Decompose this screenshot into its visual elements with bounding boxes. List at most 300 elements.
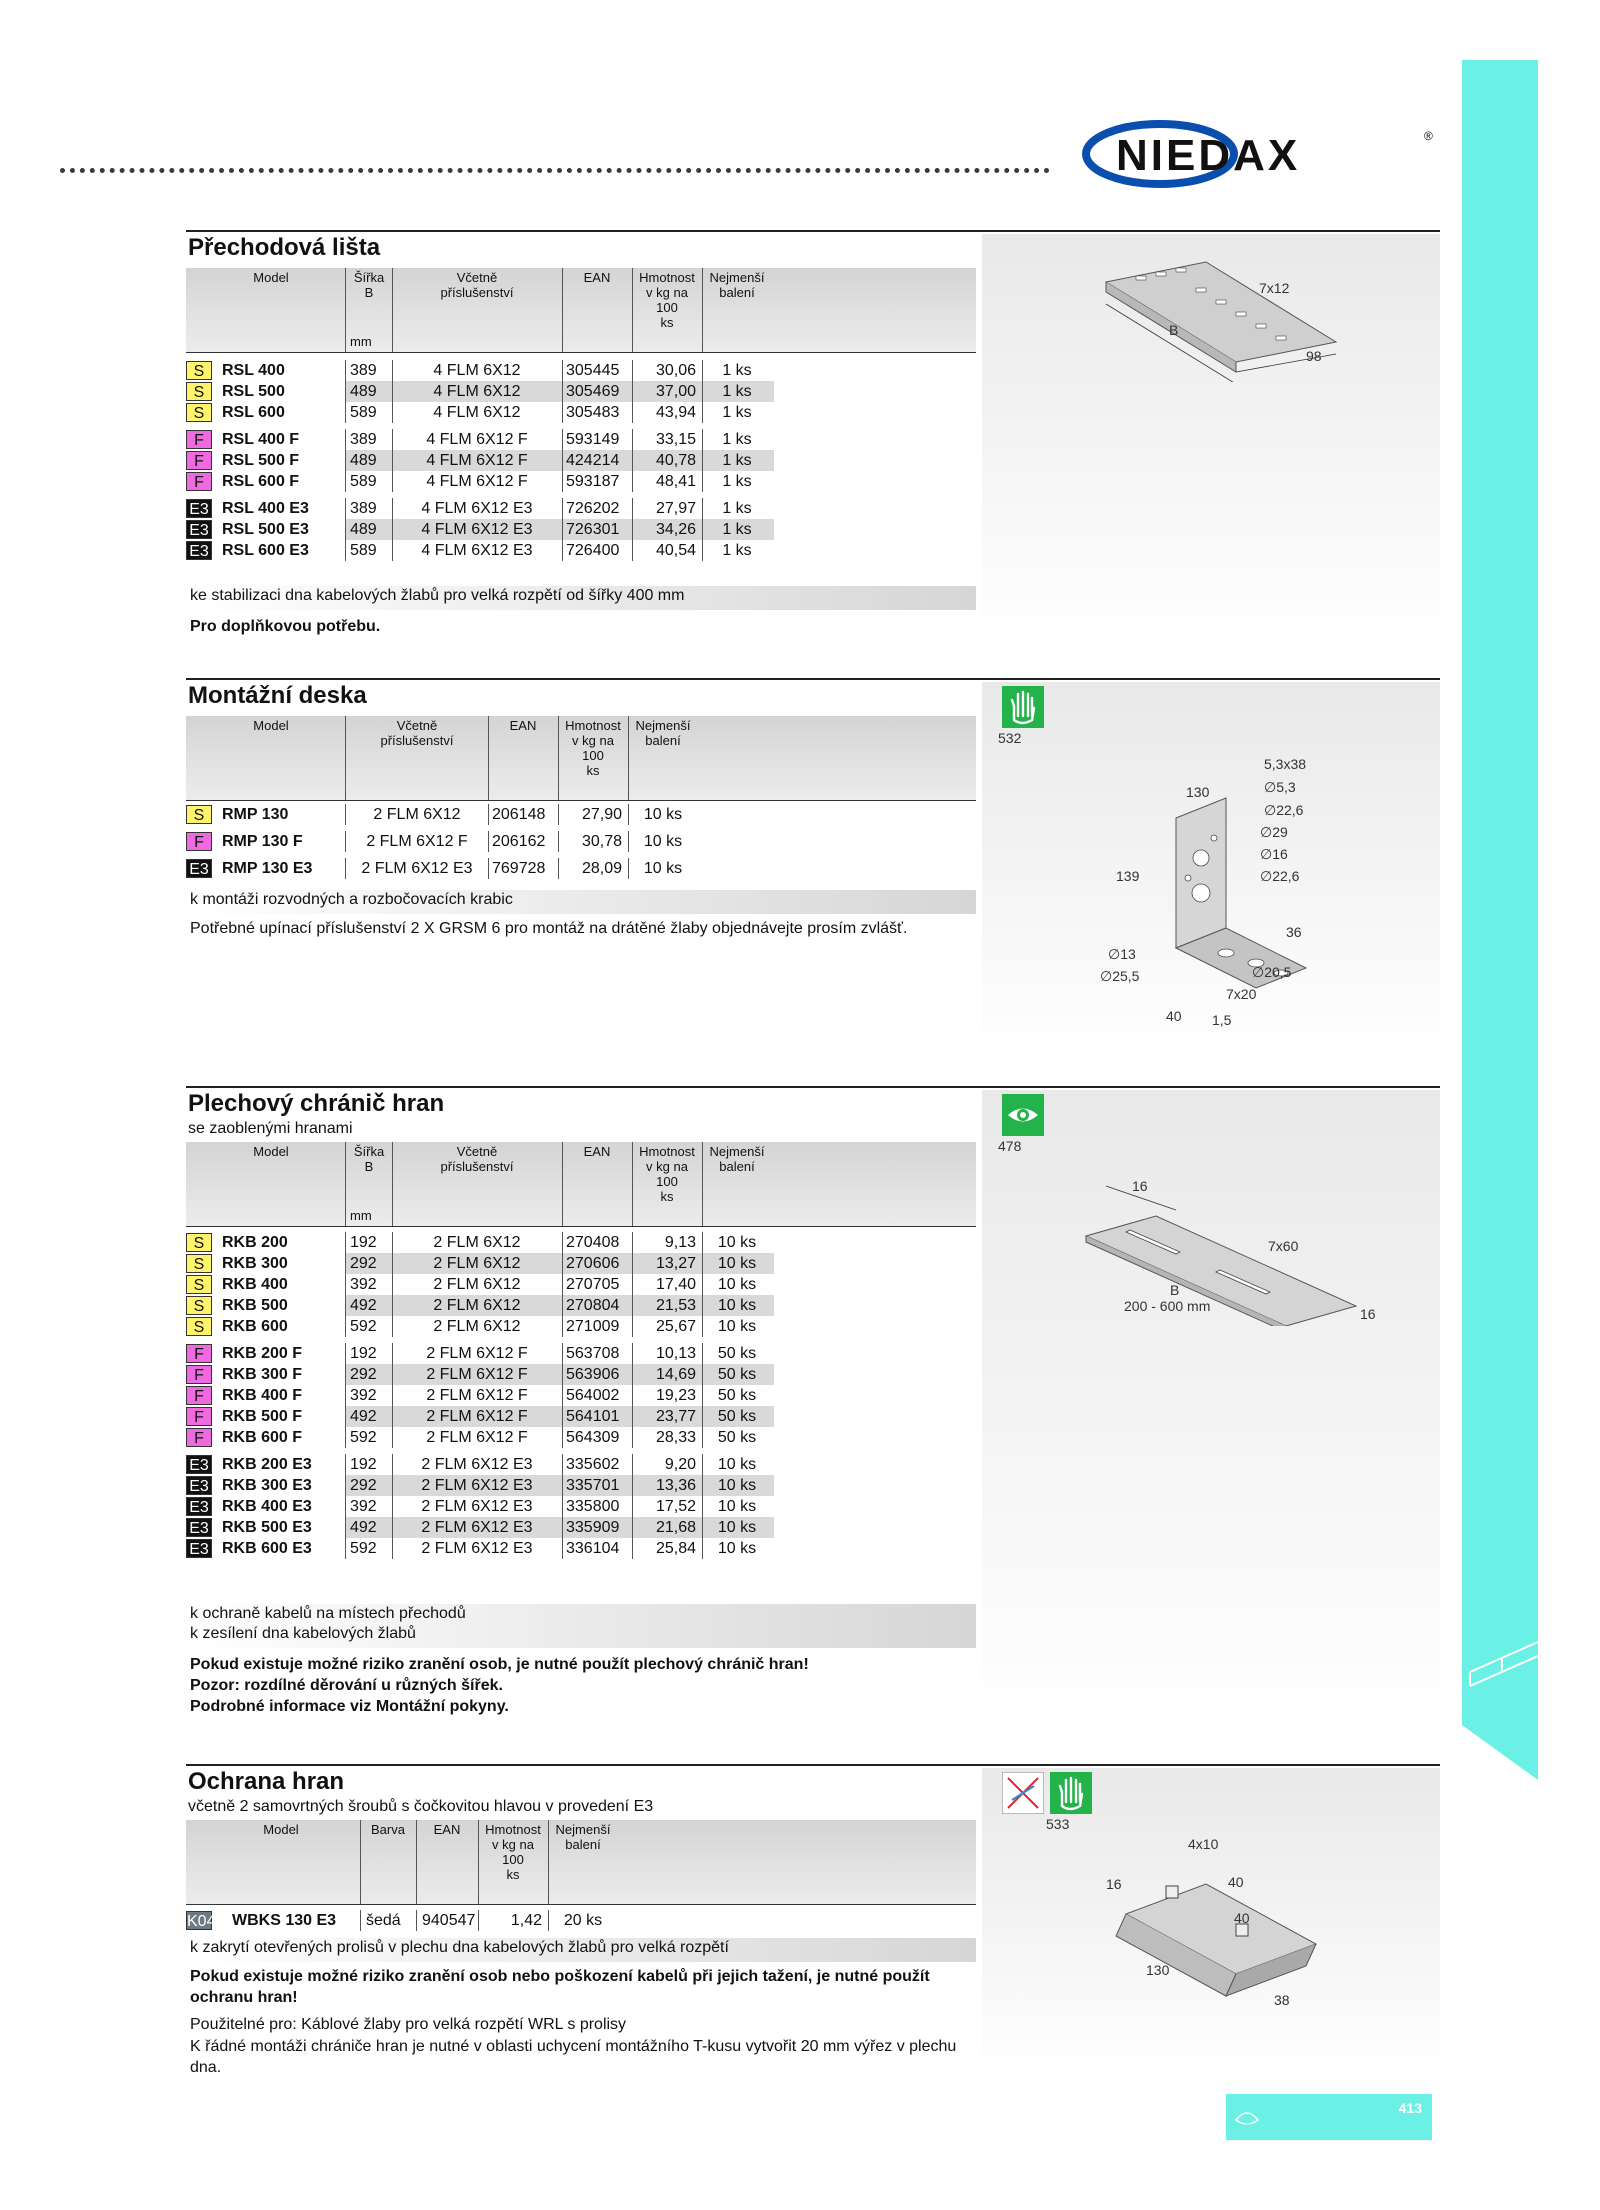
page-number: 413	[1398, 2100, 1422, 2116]
finish-badge: E3	[186, 1455, 212, 1474]
dim-label: 1,5	[1212, 1012, 1232, 1028]
dim-label: 7x12	[1259, 280, 1290, 296]
dim-label: 16	[1132, 1178, 1148, 1194]
th-hmotnost: Hmotnost v kg na 100 ks	[639, 270, 695, 330]
th-vcetne: Včetně příslušenství	[440, 270, 514, 300]
table-row	[186, 1517, 976, 1538]
dim-label: 7x60	[1268, 1238, 1299, 1254]
section-rule	[186, 1764, 1440, 1766]
finish-badge: S	[186, 361, 212, 380]
th-model: Model	[263, 1822, 299, 1837]
cell-sirka: 589	[350, 542, 377, 559]
cell-model: RSL 600 F	[222, 473, 300, 490]
section-rkb	[186, 1086, 1440, 1746]
dim-label: 98	[1306, 348, 1322, 364]
note-bar: k zakrytí otevřených prolisů v plechu dna kabelových žlabů pro velká rozpětí	[186, 1938, 976, 1962]
table-row	[186, 519, 976, 540]
cell-kg: 27,90	[581, 806, 622, 823]
cell-model: RSL 500 F	[222, 452, 300, 469]
dim-label: B	[1169, 322, 1179, 338]
table-row	[186, 1274, 976, 1295]
cell-model: RKB 500	[222, 1297, 288, 1314]
table-row	[186, 1454, 976, 1475]
finish-badge: E3	[186, 1476, 212, 1495]
th-ean: EAN	[583, 270, 611, 285]
section-subtitle: včetně 2 samovrtných šroubů s čočkovitou hlavou v provedení E3	[188, 1798, 654, 1815]
cell-sirka: 192	[350, 1345, 377, 1362]
table-row	[186, 1406, 976, 1427]
tray-icon	[1232, 2104, 1262, 2130]
cell-ean: 564309	[566, 1429, 620, 1446]
finish-badge: E3	[186, 1518, 212, 1537]
cell-bal: 1 ks	[722, 500, 752, 517]
table-header	[186, 1142, 976, 1226]
section-rsl	[186, 230, 1440, 650]
cell-acc: 4 FLM 6X12 E3	[421, 500, 533, 517]
cell-acc: 4 FLM 6X12	[433, 362, 521, 379]
cell-bal: 10 ks	[643, 833, 683, 850]
cell-acc: 2 FLM 6X12	[433, 1255, 521, 1272]
rsl-drawing	[1086, 252, 1386, 382]
cell-kg: 1,42	[510, 1912, 542, 1929]
th-hmotnost: Hmotnost v kg na 100 ks	[565, 718, 621, 778]
cell-sirka: 292	[350, 1366, 377, 1383]
dim-label: 5,3x38	[1264, 756, 1307, 772]
page-number-box	[1226, 2094, 1432, 2140]
note-text: Pokud existuje možné riziko zranění osob nebo poškození kabelů při jejich tažení, je nutné použít ochranu hran!	[190, 1968, 930, 2006]
cell-ean: 564002	[566, 1387, 620, 1404]
cell-ean: 271009	[566, 1318, 620, 1335]
cell-kg: 13,27	[655, 1255, 696, 1272]
cell-kg: 34,26	[655, 521, 696, 538]
cell-model: RSL 400 E3	[222, 500, 309, 517]
cell-kg: 28,09	[581, 860, 622, 877]
cell-ean: 336104	[566, 1540, 620, 1557]
dim-label: ∅25,5	[1100, 968, 1140, 984]
cell-bal: 10 ks	[717, 1540, 757, 1557]
cell-model: RKB 300	[222, 1255, 288, 1272]
note-bar	[186, 1604, 976, 1648]
table-header	[186, 716, 976, 800]
cell-ean: 726301	[566, 521, 620, 538]
cell-ean: 270705	[566, 1276, 620, 1293]
cell-ean: 564101	[566, 1408, 620, 1425]
cell-acc: 2 FLM 6X12 E3	[421, 1477, 533, 1494]
finish-badge: F	[186, 1428, 212, 1447]
th-sirka: Šířka B	[353, 1144, 385, 1174]
no-cut-icon	[1002, 1772, 1044, 1814]
cell-kg: 28,33	[655, 1429, 696, 1446]
cell-acc: 2 FLM 6X12 E3	[421, 1519, 533, 1536]
brand-reg: ®	[1424, 129, 1433, 143]
dim-label: ∅22,6	[1264, 802, 1304, 818]
table-header	[186, 268, 976, 352]
cell-sirka: 192	[350, 1456, 377, 1473]
note-line: k zesílení dna kabelových žlabů	[190, 1625, 416, 1642]
finish-badge: F	[186, 832, 212, 851]
section-rmp	[186, 678, 1440, 1058]
cell-acc: 2 FLM 6X12 F	[366, 833, 468, 850]
cell-ean: 335909	[566, 1519, 620, 1536]
cell-bal: 1 ks	[722, 452, 752, 469]
cell-sirka: 489	[350, 452, 377, 469]
cell-kg: 25,67	[655, 1318, 696, 1335]
cell-ean: 206162	[492, 833, 546, 850]
cell-ean: 335602	[566, 1456, 620, 1473]
cell-ean: 305469	[566, 383, 620, 400]
cell-model: RKB 200 E3	[222, 1456, 312, 1473]
cell-ean: 563906	[566, 1366, 620, 1383]
finish-badge: S	[186, 1317, 212, 1336]
dim-label: ∅29	[1260, 824, 1288, 840]
cell-model: RKB 500 F	[222, 1408, 303, 1425]
cell-bal: 10 ks	[717, 1498, 757, 1515]
note-text: Pokud existuje možné riziko zranění osob, je nutné použít plechový chránič hran!	[190, 1656, 809, 1673]
dim-label: 16	[1106, 1876, 1122, 1892]
cell-sirka: 592	[350, 1318, 377, 1335]
cell-sirka: 489	[350, 521, 377, 538]
table-row	[186, 1475, 976, 1496]
cell-acc: 4 FLM 6X12	[433, 404, 521, 421]
cell-ean: 270606	[566, 1255, 620, 1272]
cell-sirka: 592	[350, 1429, 377, 1446]
cell-sirka: 392	[350, 1276, 377, 1293]
brand-name: NIEDAX	[1116, 131, 1301, 180]
table-row	[186, 1385, 976, 1406]
cell-sirka: 192	[350, 1234, 377, 1251]
cell-acc: 2 FLM 6X12 E3	[421, 1456, 533, 1473]
section-title: Montážní deska	[188, 682, 367, 709]
cell-bal: 10 ks	[717, 1297, 757, 1314]
note-bar: ke stabilizaci dna kabelových žlabů pro velká rozpětí od šířky 400 mm	[186, 586, 976, 610]
th-baleni: Nejmenší balení	[635, 718, 691, 748]
cell-acc: 4 FLM 6X12 E3	[421, 521, 533, 538]
th-hmotnost: Hmotnost v kg na 100 ks	[639, 1144, 695, 1204]
cell-sirka: 389	[350, 500, 377, 517]
table-row	[186, 450, 976, 471]
cell-sirka: 589	[350, 404, 377, 421]
note-text: Pro doplňkovou potřebu.	[190, 618, 381, 635]
table-row	[186, 1538, 976, 1559]
cell-model: RKB 500 E3	[222, 1519, 312, 1536]
cell-bal: 10 ks	[717, 1318, 757, 1335]
finish-badge: F	[186, 472, 212, 491]
cell-ean: 940547	[422, 1912, 476, 1929]
cell-kg: 17,52	[655, 1498, 696, 1515]
cell-kg: 14,69	[655, 1366, 696, 1383]
cell-bal: 1 ks	[722, 362, 752, 379]
table-row	[186, 381, 976, 402]
dim-label: ∅5,3	[1264, 779, 1296, 795]
icon-code: 533	[1046, 1816, 1070, 1832]
rkb-drawing	[1066, 1176, 1406, 1326]
niedax-logo	[1078, 112, 1438, 192]
eye-icon	[1002, 1094, 1044, 1136]
cell-sirka: 489	[350, 383, 377, 400]
th-hmotnost: Hmotnost v kg na 100 ks	[485, 1822, 541, 1882]
finish-badge: S	[186, 1275, 212, 1294]
finish-badge: E3	[186, 499, 212, 518]
table-row	[186, 1427, 976, 1448]
finish-badge: F	[186, 1365, 212, 1384]
finish-badge: S	[186, 805, 212, 824]
cell-model: RMP 130	[222, 806, 289, 823]
cell-kg: 21,68	[655, 1519, 696, 1536]
cell-ean: 305483	[566, 404, 620, 421]
cell-model: RKB 300 F	[222, 1366, 303, 1383]
section-rule	[186, 678, 1440, 680]
cell-acc: 2 FLM 6X12 F	[426, 1345, 528, 1362]
cell-model: RSL 500 E3	[222, 521, 309, 538]
cell-ean: 726400	[566, 542, 620, 559]
cell-model: RMP 130 F	[222, 833, 303, 850]
table-header	[186, 1820, 976, 1904]
table-row	[186, 471, 976, 492]
cell-kg: 43,94	[655, 404, 696, 421]
cell-model: RKB 400 F	[222, 1387, 303, 1404]
cell-bal: 50 ks	[717, 1345, 757, 1362]
cell-acc: 2 FLM 6X12 E3	[421, 1498, 533, 1515]
dim-label: 40	[1228, 1874, 1244, 1890]
cell-kg: 40,54	[655, 542, 696, 559]
finish-badge: F	[186, 1407, 212, 1426]
cell-acc: 2 FLM 6X12 E3	[361, 860, 473, 877]
cell-kg: 33,15	[655, 431, 696, 448]
table-row	[186, 1496, 976, 1517]
note-text: Podrobné informace viz Montážní pokyny.	[190, 1698, 509, 1715]
cell-sirka: 389	[350, 431, 377, 448]
note-text: Použitelné pro: Káblové žlaby pro velká rozpětí WRL s prolisy	[190, 2016, 627, 2033]
cell-kg: 19,23	[655, 1387, 696, 1404]
cell-sirka: 492	[350, 1408, 377, 1425]
cell-sirka: 592	[350, 1540, 377, 1557]
finish-badge: S	[186, 1233, 212, 1252]
th-vcetne: Včetně příslušenství	[440, 1144, 514, 1174]
th-baleni: Nejmenší balení	[709, 1144, 765, 1174]
header-dotted-line	[60, 168, 1050, 173]
finish-badge: F	[186, 1386, 212, 1405]
th-sirka: Šířka B	[353, 270, 385, 300]
cell-ean: 270804	[566, 1297, 620, 1314]
table-row	[186, 1232, 976, 1253]
cell-sirka: 492	[350, 1519, 377, 1536]
cell-acc: 4 FLM 6X12 F	[426, 473, 528, 490]
cell-sirka: 392	[350, 1387, 377, 1404]
cell-kg: 48,41	[655, 473, 696, 490]
dim-label: 4x10	[1188, 1836, 1219, 1852]
cell-model: RSL 400	[222, 362, 285, 379]
dim-label: 7x20	[1226, 986, 1257, 1002]
cell-bal: 10 ks	[717, 1456, 757, 1473]
side-tab	[1462, 60, 1538, 1780]
cell-acc: 2 FLM 6X12 F	[426, 1408, 528, 1425]
cell-acc: 2 FLM 6X12	[433, 1234, 521, 1251]
cell-model: RKB 200	[222, 1234, 288, 1251]
cell-model: RSL 400 F	[222, 431, 300, 448]
cell-sirka: 292	[350, 1477, 377, 1494]
cell-acc: 2 FLM 6X12	[373, 806, 461, 823]
note-bar: k montáži rozvodných a rozbočovacích krabic	[186, 890, 976, 914]
dim-label: B	[1170, 1282, 1180, 1298]
dim-label: ∅22,6	[1260, 868, 1300, 884]
cell-model: RKB 600 E3	[222, 1540, 312, 1557]
finish-badge: S	[186, 1296, 212, 1315]
finish-badge: E3	[186, 859, 212, 878]
cell-model: RKB 400 E3	[222, 1498, 312, 1515]
section-title: Plechový chránič hran	[188, 1090, 445, 1117]
note-line: k ochraně kabelů na místech přechodů	[190, 1605, 466, 1622]
th-model: Model	[253, 270, 289, 285]
cell-acc: 2 FLM 6X12 F	[426, 1387, 528, 1404]
th-model: Model	[253, 1144, 289, 1159]
cell-kg: 10,13	[655, 1345, 696, 1362]
cell-kg: 13,36	[655, 1477, 696, 1494]
cell-model: RKB 400	[222, 1276, 288, 1293]
table-row	[186, 402, 976, 423]
cell-kg: 25,84	[655, 1540, 696, 1557]
cell-kg: 17,40	[655, 1276, 696, 1293]
cell-model: RKB 600 F	[222, 1429, 303, 1446]
cell-bal: 10 ks	[717, 1255, 757, 1272]
finish-badge: S	[186, 1254, 212, 1273]
cell-acc: 2 FLM 6X12	[433, 1297, 521, 1314]
cell-bal: 10 ks	[717, 1477, 757, 1494]
dim-label: 36	[1286, 924, 1302, 940]
section-rule	[186, 1086, 1440, 1088]
cell-ean: 206148	[492, 806, 546, 823]
finish-badge: S	[186, 382, 212, 401]
note-text: Potřebné upínací příslušenství 2 X GRSM 6 pro montáž na drátěné žlaby objednávejte prosím zvlášť.	[190, 920, 908, 937]
cell-acc: 4 FLM 6X12 F	[426, 431, 528, 448]
cell-acc: 2 FLM 6X12	[433, 1318, 521, 1335]
cell-ean: 270408	[566, 1234, 620, 1251]
cell-kg: 9,20	[664, 1456, 696, 1473]
cell-bal: 50 ks	[717, 1366, 757, 1383]
cell-kg: 37,00	[655, 383, 696, 400]
finish-badge: S	[186, 403, 212, 422]
cell-kg: 40,78	[655, 452, 696, 469]
cell-bal: 1 ks	[722, 542, 752, 559]
cell-bal: 50 ks	[717, 1408, 757, 1425]
cell-bal: 50 ks	[717, 1429, 757, 1446]
icon-code: 478	[998, 1138, 1022, 1154]
dim-label: ∅16	[1260, 846, 1288, 862]
cell-kg: 27,97	[655, 500, 696, 517]
section-subtitle: se zaoblenými hranami	[188, 1120, 353, 1137]
table-row	[186, 804, 976, 825]
th-ean: EAN	[509, 718, 537, 733]
table-row	[186, 858, 976, 879]
th-mm: mm	[350, 1208, 372, 1223]
icon-code: 532	[998, 730, 1022, 746]
dim-label: 40	[1234, 1910, 1250, 1926]
glove-icon	[1050, 1772, 1092, 1814]
cell-acc: 2 FLM 6X12 F	[426, 1429, 528, 1446]
finish-badge: F	[186, 430, 212, 449]
cell-model: RKB 300 E3	[222, 1477, 312, 1494]
finish-badge: E3	[186, 1539, 212, 1558]
cell-ean: 335800	[566, 1498, 620, 1515]
table-row	[186, 360, 976, 381]
cell-model: RSL 600 E3	[222, 542, 309, 559]
cell-ean: 726202	[566, 500, 620, 517]
cell-ean: 424214	[566, 452, 620, 469]
finish-badge: F	[186, 1344, 212, 1363]
th-barva: Barva	[371, 1822, 405, 1837]
cell-model: WBKS 130 E3	[232, 1912, 337, 1929]
finish-badge: K04	[187, 1913, 216, 1930]
cell-acc: 4 FLM 6X12	[433, 383, 521, 400]
section-title: Přechodová lišta	[188, 234, 381, 261]
th-model: Model	[253, 718, 289, 733]
cell-sirka: 292	[350, 1255, 377, 1272]
table-row	[186, 1253, 976, 1274]
cell-bal: 10 ks	[717, 1234, 757, 1251]
cell-bal: 50 ks	[717, 1387, 757, 1404]
cell-kg: 30,06	[655, 362, 696, 379]
dim-label: 139	[1116, 868, 1140, 884]
cell-bal: 20 ks	[563, 1912, 603, 1929]
cell-sirka: 389	[350, 362, 377, 379]
dim-label: 200 - 600 mm	[1124, 1298, 1211, 1314]
section-title: Ochrana hran	[188, 1768, 345, 1795]
table-row	[186, 429, 976, 450]
table-row	[186, 1910, 976, 1931]
th-baleni: Nejmenší balení	[709, 270, 765, 300]
th-ean: EAN	[433, 1822, 461, 1837]
table-row	[186, 498, 976, 519]
note-text: K řádné montáži chrániče hran je nutné v oblasti uchycení montážního T-kusu vytvořit 20 mm výřez v plechu dna.	[190, 2038, 957, 2076]
cell-bal: 10 ks	[643, 806, 683, 823]
cell-kg: 23,77	[655, 1408, 696, 1425]
table-row	[186, 1316, 976, 1337]
th-mm: mm	[350, 334, 372, 349]
cell-barva: šedá	[366, 1912, 401, 1929]
cell-ean: 305445	[566, 362, 620, 379]
finish-badge: E3	[186, 520, 212, 539]
cell-bal: 10 ks	[717, 1519, 757, 1536]
cell-sirka: 492	[350, 1297, 377, 1314]
th-vcetne: Včetně příslušenství	[380, 718, 454, 748]
cell-model: RSL 600	[222, 404, 285, 421]
finish-badge: F	[186, 451, 212, 470]
cell-bal: 10 ks	[643, 860, 683, 877]
cell-acc: 2 FLM 6X12	[433, 1276, 521, 1293]
cell-kg: 9,13	[664, 1234, 696, 1251]
table-row	[186, 831, 976, 852]
cell-bal: 1 ks	[722, 404, 752, 421]
dim-label: ∅13	[1108, 946, 1136, 962]
finish-badge: E3	[186, 541, 212, 560]
cell-acc: 4 FLM 6X12 E3	[421, 542, 533, 559]
cell-ean: 769728	[492, 860, 546, 877]
cell-bal: 1 ks	[722, 431, 752, 448]
dim-label: 16	[1360, 1306, 1376, 1322]
dim-label: ∅20,5	[1252, 964, 1292, 980]
glove-icon	[1002, 686, 1044, 728]
table-row	[186, 1295, 976, 1316]
cell-bal: 10 ks	[717, 1276, 757, 1293]
finish-badge: E3	[186, 1497, 212, 1516]
cell-bal: 1 ks	[722, 521, 752, 538]
cell-sirka: 392	[350, 1498, 377, 1515]
table-row	[186, 1343, 976, 1364]
cell-ean: 593149	[566, 431, 620, 448]
cell-kg: 30,78	[581, 833, 622, 850]
section-wbks	[186, 1764, 1440, 2094]
dim-label: 38	[1274, 1992, 1290, 2008]
cell-ean: 563708	[566, 1345, 620, 1362]
